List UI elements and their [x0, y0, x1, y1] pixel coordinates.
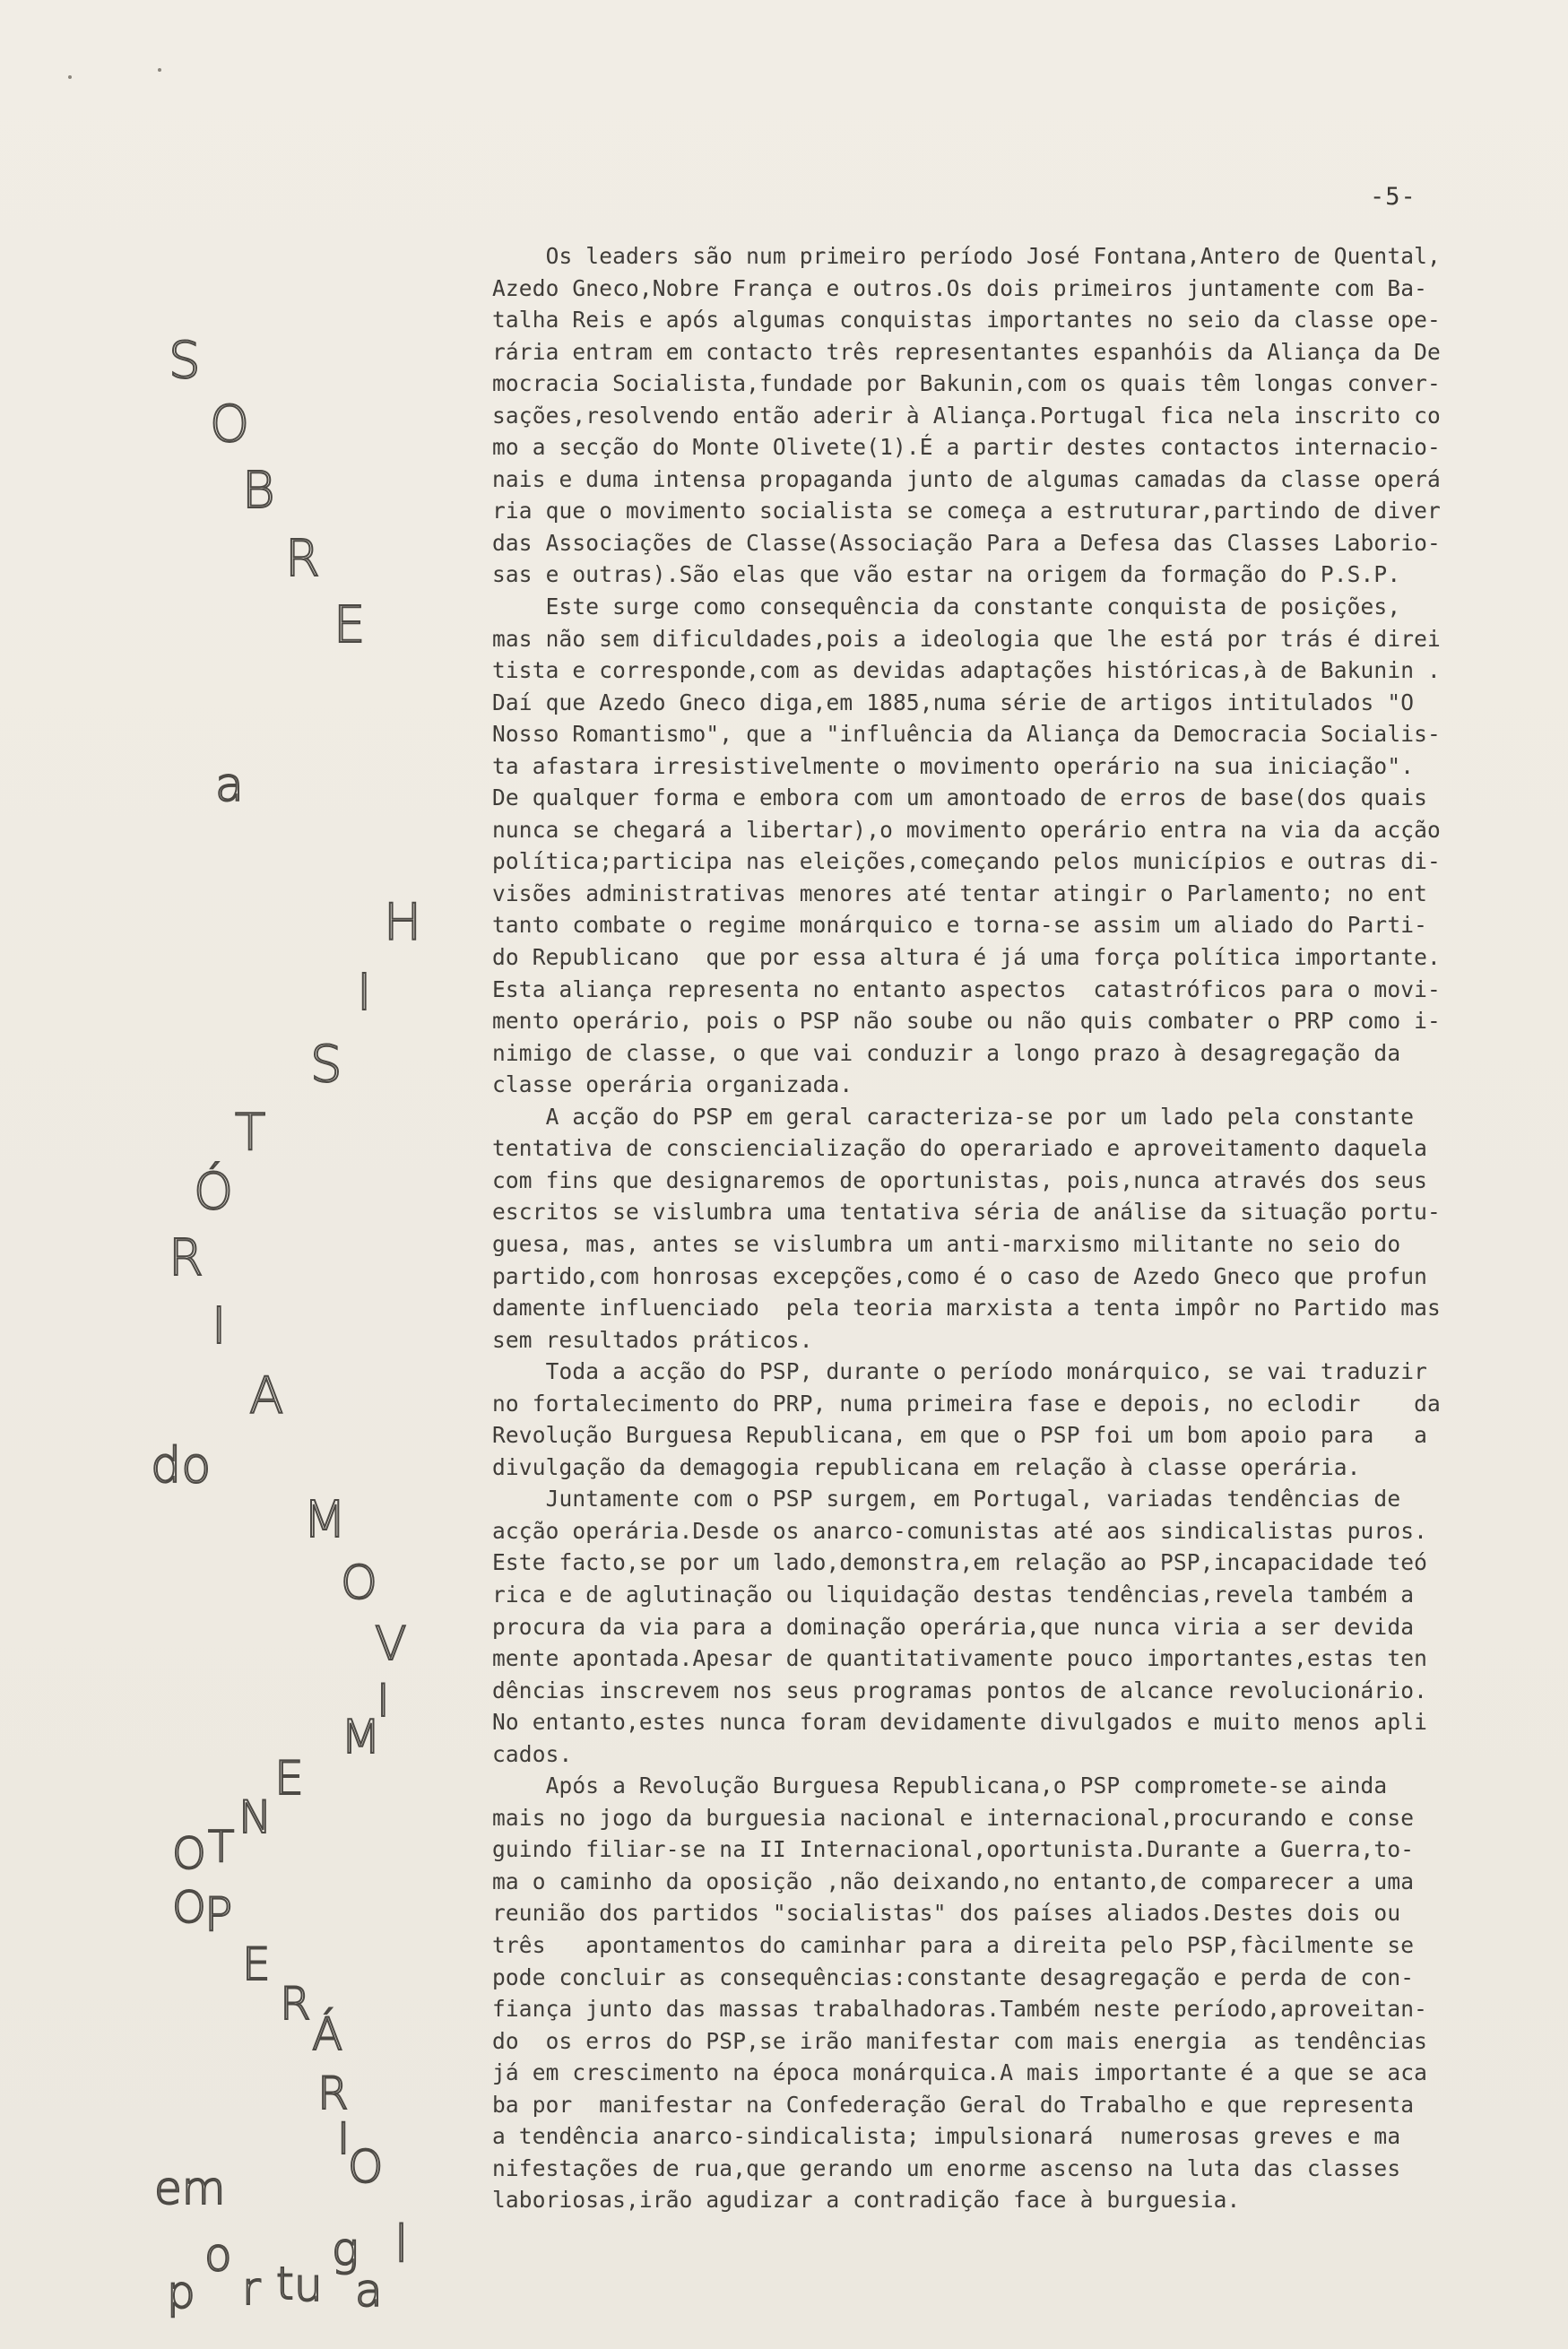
- title-letter: t: [276, 2258, 294, 2310]
- title-letter: M: [303, 1491, 347, 1549]
- text-line: Após a Revolução Burguesa Republicana,o PSP compromete-se ainda: [492, 1773, 1388, 1799]
- text-line: sem resultados práticos.: [492, 1326, 813, 1353]
- title-letter: I: [337, 2114, 351, 2164]
- text-line: do Republicano que por essa altura é já uma força política importante.: [492, 944, 1441, 971]
- title-letter: R: [317, 2067, 349, 2119]
- title-letter: O: [172, 1829, 206, 1879]
- title-letter: l: [394, 2215, 409, 2274]
- text-line: escritos se vislumbra uma tentativa séria de análise da situação portu-: [492, 1199, 1441, 1226]
- title-letter: R: [280, 1978, 311, 2030]
- text-line: tista e corresponde,com as devidas adaptações históricas,à de Bakunin .: [492, 657, 1441, 684]
- title-letter: R: [285, 530, 320, 588]
- paper-speck: [158, 68, 161, 72]
- title-letter: O: [172, 1883, 206, 1933]
- text-line: Toda a acção do PSP, durante o período monárquico, se vai traduzir: [492, 1358, 1428, 1385]
- text-line: mocracia Socialista,fundade por Bakunin,com os quais têm longas conver-: [492, 370, 1441, 397]
- text-line: nimigo de classe, o que vai conduzir a longo prazo à desagregação da: [492, 1039, 1401, 1066]
- text-line: mente apontada.Apesar de quantitativamente pouco importantes,estas ten: [492, 1645, 1428, 1672]
- page-number: -5-: [1370, 183, 1416, 211]
- text-line: mento operário, pois o PSP não soube ou não quis combater o PRP como i-: [492, 1008, 1441, 1035]
- text-line: De qualquer forma e embora com um amontoado de erros de base(dos quais: [492, 784, 1428, 811]
- title-letter: a: [355, 2265, 383, 2317]
- body-text: [492, 240, 1505, 2216]
- text-line: Nosso Romantismo", que a "influência da Aliança da Democracia Socialis-: [492, 721, 1441, 748]
- title-letter: I: [212, 1297, 227, 1356]
- text-line: reunião dos partidos "socialistas" dos países aliados.Destes dois ou: [492, 1900, 1401, 1927]
- text-line: Revolução Burguesa Republicana, em que o PSP foi um bom apoio para a: [492, 1422, 1428, 1449]
- text-line: tentativa de consciencialização do operariado e aproveitamento daquela: [492, 1135, 1428, 1162]
- title-letter: r: [242, 2263, 261, 2315]
- title-letter: E: [334, 596, 366, 654]
- text-line: rária entram em contacto três representantes espanhóis da Aliança da De: [492, 338, 1441, 365]
- title-letter: O: [341, 1556, 377, 1610]
- text-line: guesa, mas, antes se vislumbra um anti-marxismo militante no seio do: [492, 1230, 1401, 1257]
- text-line: ba por manifestar na Confederação Geral do Trabalho e que representa: [492, 2091, 1415, 2118]
- text-line: Azedo Gneco,Nobre França e outros.Os dois primeiros juntamente com Ba-: [492, 274, 1428, 301]
- title-letter: B: [242, 462, 275, 520]
- text-line: partido,com honrosas excepções,como é o caso de Azedo Gneco que profun: [492, 1262, 1428, 1289]
- text-line: das Associações de Classe(Associação Para a Defesa das Classes Laborio-: [492, 529, 1441, 556]
- text-line: mas não sem dificuldades,pois a ideologia que lhe está por trás é direi: [492, 625, 1441, 652]
- text-line: tanto combate o regime monárquico e torna-se assim um aliado do Parti-: [492, 912, 1428, 939]
- text-line: ta afastara irresistivelmente o movimento operário na sua iniciação".: [492, 752, 1415, 779]
- text-line: A acção do PSP em geral caracteriza-se por um lado pela constante: [492, 1103, 1415, 1130]
- text-line: rica e de aglutinação ou liquidação destas tendências,revela também a: [492, 1581, 1415, 1608]
- title-letter: u: [294, 2259, 323, 2311]
- title-letter: I: [377, 1675, 390, 1727]
- text-line: damente influenciado pela teoria marxista a tenta impôr no Partido mas: [492, 1295, 1441, 1322]
- title-letter: T: [208, 1822, 235, 1872]
- text-line: cados.: [492, 1740, 573, 1767]
- text-line: mais no jogo da burguesia nacional e internacional,procurando e conse: [492, 1804, 1415, 1831]
- text-line: política;participa nas eleições,começando pelos municípios e outras di-: [492, 848, 1441, 875]
- text-line: sas e outras).São elas que vão estar na origem da formação do P.S.P.: [492, 561, 1401, 588]
- text-line: Os leaders são num primeiro período José Fontana,Antero de Quental,: [492, 243, 1441, 269]
- text-line: ria que o movimento socialista se começa a estruturar,partindo de diver: [492, 498, 1441, 524]
- title-letter: M: [341, 1711, 381, 1764]
- text-line: guindo filiar-se na II Internacional,oportunista.Durante a Guerra,to-: [492, 1836, 1415, 1863]
- text-line: pode concluir as consequências:constante desagregação e perda de con-: [492, 1963, 1415, 1990]
- title-letter: S: [169, 332, 201, 390]
- text-line: Daí que Azedo Gneco diga,em 1885,numa série de artigos intitulados "O: [492, 689, 1415, 715]
- text-line: sações,resolvendo então aderir à Aliança.Portugal fica nela inscrito co: [492, 402, 1441, 429]
- text-line: mo a secção do Monte Olivete(1).É a partir destes contactos internacio-: [492, 434, 1441, 461]
- title-letter: a: [215, 758, 244, 812]
- title-letter: E: [274, 1752, 304, 1806]
- text-line: visões administrativas menores até tentar atingir o Parlamento; no ent: [492, 880, 1428, 906]
- text-line: Juntamente com o PSP surgem, em Portugal, variadas tendências de: [492, 1486, 1401, 1513]
- title-letter: N: [238, 1791, 273, 1843]
- title-letter: O: [210, 395, 250, 454]
- text-line: três apontamentos do caminhar para a direita pelo PSP,fàcilmente se: [492, 1931, 1415, 1958]
- text-line: acção operária.Desde os anarco-comunistas até aos sindicalistas puros.: [492, 1517, 1428, 1544]
- title-letter: V: [375, 1617, 407, 1671]
- title-letter: do: [151, 1437, 212, 1494]
- text-line: fiança junto das massas trabalhadoras.Também neste período,aproveitan-: [492, 1996, 1428, 2023]
- text-line: classe operária organizada.: [492, 1071, 853, 1098]
- text-line: laboriosas,irão agudizar a contradição face à burguesia.: [492, 2187, 1241, 2214]
- title-letter: I: [357, 964, 372, 1022]
- title-letter: H: [384, 894, 422, 952]
- text-line: No entanto,estes nunca foram devidamente divulgados e muito menos apli: [492, 1709, 1428, 1736]
- text-line: Esta aliança representa no entanto aspectos catastróficos para o movi-: [492, 975, 1441, 1002]
- text-line: já em crescimento na época monárquica.A mais importante é a que se aca: [492, 2059, 1428, 2086]
- text-line: talha Reis e após algumas conquistas importantes no seio da classe ope-: [492, 307, 1441, 334]
- text-line: do os erros do PSP,se irão manifestar com mais energia as tendências: [492, 2027, 1428, 2054]
- title-letter: A: [249, 1367, 284, 1426]
- text-line: a tendência anarco-sindicalista; impulsionará numerosas greves e ma: [492, 2123, 1401, 2150]
- title-letter: g: [332, 2223, 360, 2275]
- title-letter: o: [204, 2229, 232, 2281]
- text-line: dências inscrevem nos seus programas pontos de alcance revolucionário.: [492, 1677, 1428, 1703]
- text-line: Este surge como consequência da constante conquista de posições,: [492, 594, 1401, 620]
- title-letter: P: [204, 1888, 233, 1942]
- title-letter: Á: [312, 2008, 343, 2060]
- text-line: procura da via para a dominação operária,que nunca viria a ser devida: [492, 1613, 1415, 1640]
- text-line: ma o caminho da oposição ,não deixando,no entanto,de comparecer a uma: [492, 1868, 1415, 1894]
- paper-speck: [68, 75, 72, 79]
- text-line: Este facto,se por um lado,demonstra,em relação ao PSP,incapacidade teó: [492, 1549, 1428, 1576]
- title-letter: E: [242, 1938, 271, 1990]
- text-line: nunca se chegará a libertar),o movimento operário entra na via da acção: [492, 816, 1441, 843]
- text-line: no fortalecimento do PRP, numa primeira fase e depois, no eclodir da: [492, 1390, 1441, 1417]
- text-line: divulgação da demagogia republicana em relação à classe operária.: [492, 1453, 1361, 1480]
- text-line: com fins que designaremos de oportunistas, pois,nunca através dos seus: [492, 1166, 1428, 1193]
- text-line: nifestações de rua,que gerando um enorme ascenso na luta das classes: [492, 2154, 1401, 2181]
- title-letter: T: [235, 1104, 266, 1162]
- title-letter: O: [348, 2141, 384, 2193]
- title-letter: R: [169, 1229, 204, 1287]
- title-letter: S: [310, 1036, 342, 1094]
- title-letter: Ó: [194, 1163, 234, 1221]
- title-letter: p: [167, 2267, 195, 2319]
- text-line: nais e duma intensa propaganda junto de algumas camadas da classe operá: [492, 465, 1441, 492]
- title-letter: em: [154, 2163, 226, 2215]
